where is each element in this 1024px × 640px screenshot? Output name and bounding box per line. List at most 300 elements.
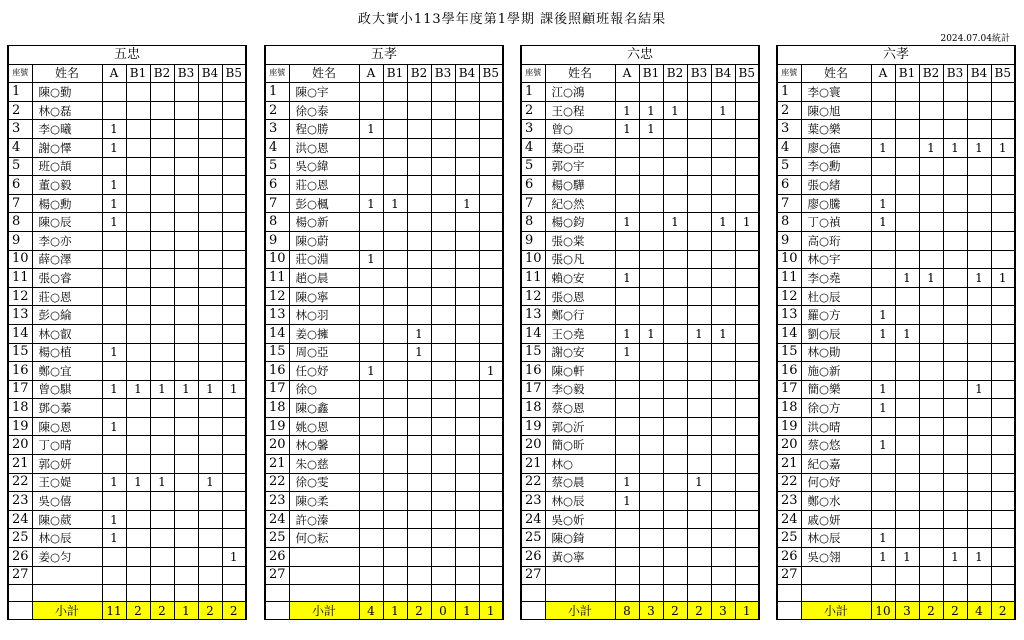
mark-cell: [687, 417, 711, 436]
mark-cell: [407, 157, 431, 176]
seat-number: 2: [521, 101, 545, 120]
table-row: [777, 231, 1015, 250]
mark-cell: [150, 492, 174, 511]
mark-cell: [126, 269, 150, 288]
mark-cell: [919, 548, 943, 567]
mark-cell: [895, 399, 919, 418]
mark-cell: [126, 138, 150, 157]
table-row: [8, 250, 246, 269]
mark-cell: [871, 83, 895, 102]
mark-cell: [198, 176, 222, 195]
mark-cell: [455, 157, 479, 176]
mark-cell: [615, 529, 639, 548]
table-row: [777, 362, 1015, 381]
mark-cell: [383, 269, 407, 288]
student-name: 徐○方: [801, 399, 871, 418]
mark-cell: [479, 529, 503, 548]
student-name: 林○馨: [289, 436, 359, 455]
student-name: 林○勛: [801, 343, 871, 362]
mark-cell: [359, 83, 383, 102]
mark-cell: [687, 287, 711, 306]
mark-cell: [991, 213, 1015, 232]
mark-cell: [407, 269, 431, 288]
mark-cell: 1: [615, 324, 639, 343]
mark-cell: [407, 231, 431, 250]
student-name: 張○棠: [545, 231, 615, 250]
mark-cell: 1: [871, 194, 895, 213]
mark-cell: [991, 362, 1015, 381]
mark-cell: [687, 399, 711, 418]
blank-cell: [126, 585, 150, 602]
mark-cell: [455, 269, 479, 288]
mark-cell: 1: [102, 417, 126, 436]
mark-cell: 1: [895, 548, 919, 567]
mark-cell: [967, 231, 991, 250]
mark-cell: [222, 529, 246, 548]
mark-cell: [639, 362, 663, 381]
seat-number: 2: [265, 101, 289, 120]
name-header: 姓名: [801, 64, 871, 83]
mark-cell: [222, 176, 246, 195]
table-row: [521, 120, 759, 139]
mark-cell: 1: [615, 492, 639, 511]
mark-cell: [407, 306, 431, 325]
mark-cell: [222, 306, 246, 325]
mark-cell: [455, 566, 479, 585]
class-name-row: [521, 46, 759, 65]
blank-cell: [777, 585, 801, 602]
mark-cell: 1: [102, 529, 126, 548]
mark-cell: [126, 250, 150, 269]
mark-cell: [359, 176, 383, 195]
mark-cell: 1: [407, 343, 431, 362]
subtotal-value: 2: [222, 602, 246, 620]
mark-cell: [431, 343, 455, 362]
seat-number: 17: [521, 380, 545, 399]
mark-cell: [431, 455, 455, 474]
mark-cell: [479, 306, 503, 325]
student-name: 何○妤: [801, 473, 871, 492]
subtotal-value: 1: [479, 602, 503, 620]
mark-cell: [615, 83, 639, 102]
table-row: [521, 473, 759, 492]
mark-cell: [919, 157, 943, 176]
mark-cell: [895, 120, 919, 139]
mark-cell: [663, 250, 687, 269]
blank-cell: [32, 585, 102, 602]
mark-cell: [407, 380, 431, 399]
mark-cell: [359, 473, 383, 492]
student-name: [289, 548, 359, 567]
mark-cell: [455, 529, 479, 548]
student-name: 黃○寧: [545, 548, 615, 567]
mark-cell: [991, 176, 1015, 195]
mark-cell: [663, 231, 687, 250]
student-name: 林○磊: [32, 101, 102, 120]
table-row: [777, 138, 1015, 157]
mark-cell: [455, 473, 479, 492]
blank-cell: [735, 585, 759, 602]
mark-cell: [455, 120, 479, 139]
mark-cell: [919, 492, 943, 511]
subtotal-value: 2: [687, 602, 711, 620]
mark-cell: [735, 362, 759, 381]
table-row: [521, 343, 759, 362]
table-row: [777, 380, 1015, 399]
seat-number: 4: [8, 138, 32, 157]
blank-cell: [687, 585, 711, 602]
mark-cell: [711, 157, 735, 176]
blank-cell: [545, 585, 615, 602]
mark-cell: [687, 343, 711, 362]
mark-cell: [943, 362, 967, 381]
mark-cell: [991, 194, 1015, 213]
mark-cell: [967, 324, 991, 343]
blank-cell: [943, 585, 967, 602]
class-name-row: [265, 46, 503, 65]
mark-cell: [967, 436, 991, 455]
mark-cell: 1: [871, 324, 895, 343]
mark-cell: [479, 455, 503, 474]
blank-cell: [150, 585, 174, 602]
subtotal-row: [521, 602, 759, 620]
mark-cell: [919, 176, 943, 195]
student-name: 葉○樂: [801, 120, 871, 139]
mark-cell: 1: [871, 436, 895, 455]
table-row: [521, 250, 759, 269]
mark-cell: [615, 176, 639, 195]
name-header: 姓名: [545, 64, 615, 83]
seat-number: 10: [777, 250, 801, 269]
mark-cell: [943, 436, 967, 455]
table-row: [521, 324, 759, 343]
student-name: 陳○勤: [32, 83, 102, 102]
seat-number: 19: [8, 417, 32, 436]
mark-cell: 1: [102, 138, 126, 157]
mark-cell: [711, 380, 735, 399]
subtotal-value: 2: [943, 602, 967, 620]
mark-cell: [735, 399, 759, 418]
mark-cell: 1: [359, 194, 383, 213]
seat-number: 15: [8, 343, 32, 362]
mark-cell: [895, 138, 919, 157]
mark-cell: 1: [102, 473, 126, 492]
seat-number: 27: [265, 566, 289, 585]
table-row: [8, 455, 246, 474]
mark-cell: 1: [919, 269, 943, 288]
mark-cell: [455, 231, 479, 250]
student-name: 張○緒: [801, 176, 871, 195]
seat-number: 11: [777, 269, 801, 288]
mark-cell: [479, 287, 503, 306]
mark-cell: [991, 455, 1015, 474]
mark-cell: [479, 417, 503, 436]
mark-cell: [639, 548, 663, 567]
col-header-b5: B5: [222, 64, 246, 83]
student-name: 林○叡: [32, 324, 102, 343]
mark-cell: 1: [639, 120, 663, 139]
mark-cell: [198, 138, 222, 157]
mark-cell: [967, 362, 991, 381]
student-name: 彭○綸: [32, 306, 102, 325]
mark-cell: [222, 417, 246, 436]
table-row: [265, 548, 503, 567]
mark-cell: [735, 455, 759, 474]
header-row: [777, 64, 1015, 83]
mark-cell: 1: [359, 362, 383, 381]
seat-header: 座號: [521, 64, 545, 83]
mark-cell: [663, 176, 687, 195]
mark-cell: [919, 436, 943, 455]
mark-cell: [383, 231, 407, 250]
seat-number: 20: [8, 436, 32, 455]
mark-cell: [663, 510, 687, 529]
student-name: 林○: [545, 455, 615, 474]
mark-cell: [919, 194, 943, 213]
mark-cell: [479, 473, 503, 492]
table-row: [265, 306, 503, 325]
mark-cell: 1: [455, 194, 479, 213]
mark-cell: [871, 343, 895, 362]
mark-cell: [943, 380, 967, 399]
mark-cell: [967, 83, 991, 102]
col-header-b2: B2: [150, 64, 174, 83]
mark-cell: [407, 473, 431, 492]
mark-cell: [639, 529, 663, 548]
mark-cell: [711, 417, 735, 436]
subtotal-value: 4: [967, 602, 991, 620]
mark-cell: [174, 362, 198, 381]
seat-number: 5: [521, 157, 545, 176]
seat-number: 25: [777, 529, 801, 548]
mark-cell: [639, 287, 663, 306]
table-row: [265, 529, 503, 548]
mark-cell: [407, 120, 431, 139]
mark-cell: [615, 157, 639, 176]
mark-cell: [711, 250, 735, 269]
student-name: 吳○妡: [545, 510, 615, 529]
mark-cell: [943, 343, 967, 362]
student-name: 吳○翎: [801, 548, 871, 567]
mark-cell: [735, 101, 759, 120]
student-name: 楊○新: [289, 213, 359, 232]
mark-cell: 1: [102, 120, 126, 139]
seat-number: 26: [8, 548, 32, 567]
student-name: 鄭○行: [545, 306, 615, 325]
mark-cell: [991, 399, 1015, 418]
student-name: 何○耘: [289, 529, 359, 548]
table-row: [8, 120, 246, 139]
subtotal-row: [777, 602, 1015, 620]
class-name: 五忠: [8, 46, 246, 65]
mark-cell: [198, 231, 222, 250]
mark-cell: [407, 287, 431, 306]
seat-number: 26: [521, 548, 545, 567]
mark-cell: 1: [871, 399, 895, 418]
seat-number: 23: [777, 492, 801, 511]
mark-cell: [663, 83, 687, 102]
mark-cell: [687, 306, 711, 325]
mark-cell: [359, 138, 383, 157]
mark-cell: [150, 436, 174, 455]
mark-cell: [102, 101, 126, 120]
col-header-b4: B4: [198, 64, 222, 83]
mark-cell: 1: [615, 101, 639, 120]
table-row: [8, 287, 246, 306]
subtotal-row: [8, 602, 246, 620]
mark-cell: [871, 269, 895, 288]
mark-cell: [431, 529, 455, 548]
seat-number: 24: [265, 510, 289, 529]
mark-cell: [687, 101, 711, 120]
subtotal-label: 小計: [289, 602, 359, 620]
mark-cell: [895, 343, 919, 362]
mark-cell: [102, 399, 126, 418]
seat-number: 25: [521, 529, 545, 548]
mark-cell: [222, 362, 246, 381]
table-row: [777, 287, 1015, 306]
blank-row: [8, 585, 246, 602]
mark-cell: [431, 566, 455, 585]
seat-number: 24: [8, 510, 32, 529]
student-name: 吳○僖: [32, 492, 102, 511]
mark-cell: [126, 492, 150, 511]
mark-cell: [711, 120, 735, 139]
mark-cell: [126, 157, 150, 176]
table-row: [8, 213, 246, 232]
class-name: 六孝: [777, 46, 1015, 65]
subtotal-value: 2: [663, 602, 687, 620]
mark-cell: 1: [639, 101, 663, 120]
mark-cell: [919, 529, 943, 548]
mark-cell: 1: [126, 380, 150, 399]
mark-cell: [615, 306, 639, 325]
table-row: [777, 510, 1015, 529]
mark-cell: [407, 194, 431, 213]
mark-cell: [174, 417, 198, 436]
seat-number: 17: [777, 380, 801, 399]
mark-cell: 1: [383, 194, 407, 213]
mark-cell: [150, 176, 174, 195]
seat-number: 10: [521, 250, 545, 269]
col-header-b2: B2: [663, 64, 687, 83]
col-header-b4: B4: [967, 64, 991, 83]
mark-cell: [663, 473, 687, 492]
table-row: [265, 101, 503, 120]
mark-cell: [383, 529, 407, 548]
student-name: 趙○晨: [289, 269, 359, 288]
mark-cell: [359, 306, 383, 325]
class-name: 五孝: [265, 46, 503, 65]
mark-cell: [150, 510, 174, 529]
seat-number: 9: [777, 231, 801, 250]
mark-cell: [359, 436, 383, 455]
mark-cell: [991, 287, 1015, 306]
mark-cell: [222, 436, 246, 455]
mark-cell: [615, 250, 639, 269]
mark-cell: [407, 250, 431, 269]
mark-cell: 1: [895, 324, 919, 343]
table-row: [265, 269, 503, 288]
mark-cell: [174, 101, 198, 120]
student-name: 彭○楓: [289, 194, 359, 213]
seat-number: 5: [777, 157, 801, 176]
student-name: 謝○懌: [32, 138, 102, 157]
mark-cell: 1: [407, 324, 431, 343]
mark-cell: [663, 362, 687, 381]
student-name: 謝○安: [545, 343, 615, 362]
student-name: 程○勝: [289, 120, 359, 139]
mark-cell: [222, 83, 246, 102]
table-row: [777, 417, 1015, 436]
mark-cell: [639, 176, 663, 195]
table-row: [521, 399, 759, 418]
seat-number: 20: [521, 436, 545, 455]
table-row: [777, 306, 1015, 325]
mark-cell: [222, 138, 246, 157]
mark-cell: [991, 101, 1015, 120]
subtotal-value: 2: [407, 602, 431, 620]
seat-number: 12: [777, 287, 801, 306]
table-row: [521, 548, 759, 567]
mark-cell: [455, 436, 479, 455]
student-name: 鄧○蓁: [32, 399, 102, 418]
mark-cell: [431, 213, 455, 232]
mark-cell: [967, 492, 991, 511]
mark-cell: 1: [639, 324, 663, 343]
table-row: [265, 492, 503, 511]
table-row: [777, 269, 1015, 288]
mark-cell: 1: [359, 120, 383, 139]
mark-cell: [943, 269, 967, 288]
seat-number: 7: [265, 194, 289, 213]
seat-number: 1: [777, 83, 801, 102]
seat-number: 8: [777, 213, 801, 232]
student-name: 莊○淵: [289, 250, 359, 269]
mark-cell: [359, 287, 383, 306]
seat-number: 8: [265, 213, 289, 232]
mark-cell: [455, 101, 479, 120]
mark-cell: 1: [174, 380, 198, 399]
mark-cell: 1: [895, 269, 919, 288]
mark-cell: [919, 473, 943, 492]
col-header-b3: B3: [174, 64, 198, 83]
col-header-a: A: [102, 64, 126, 83]
mark-cell: [711, 231, 735, 250]
seat-number: 14: [521, 324, 545, 343]
mark-cell: [639, 250, 663, 269]
mark-cell: [407, 176, 431, 195]
seat-number: 27: [521, 566, 545, 585]
table-row: [265, 250, 503, 269]
class-table-2: [264, 45, 504, 620]
student-name: 李○曦: [32, 120, 102, 139]
mark-cell: [479, 231, 503, 250]
mark-cell: [407, 510, 431, 529]
table-row: [8, 306, 246, 325]
student-name: 蔡○恩: [545, 399, 615, 418]
mark-cell: [102, 157, 126, 176]
mark-cell: [991, 548, 1015, 567]
mark-cell: [943, 287, 967, 306]
table-row: [521, 101, 759, 120]
seat-number: 24: [777, 510, 801, 529]
mark-cell: [479, 324, 503, 343]
header-row: [8, 64, 246, 83]
table-row: [8, 548, 246, 567]
seat-number: 7: [521, 194, 545, 213]
mark-cell: [102, 324, 126, 343]
